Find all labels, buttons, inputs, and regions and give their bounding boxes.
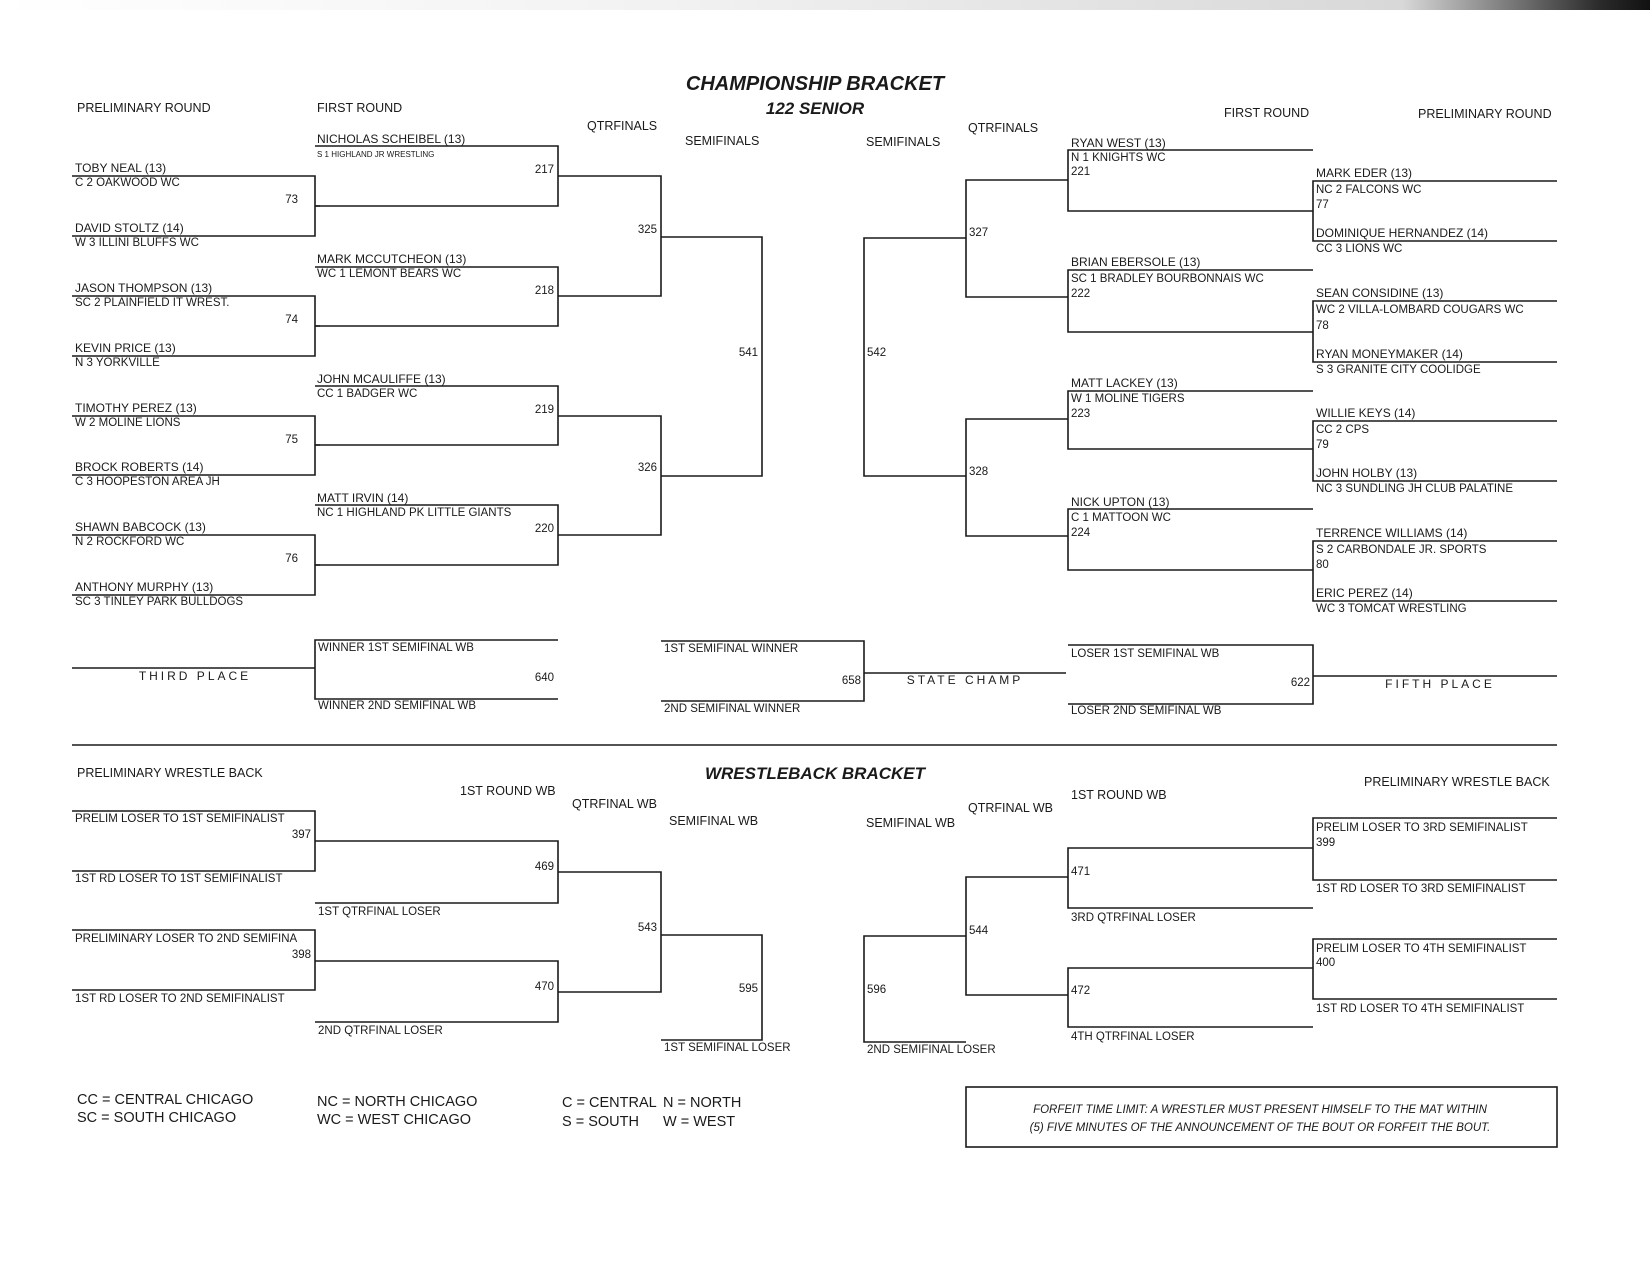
- wrestler-name: NICHOLAS SCHEIBEL (13): [317, 132, 466, 146]
- wrestler-team: NC 3 SUNDLING JH CLUB PALATINE: [1316, 483, 1514, 495]
- wb-slot: 1ST RD LOSER TO 4TH SEMIFINALIST: [1316, 1003, 1525, 1015]
- bout-number: 399: [1316, 837, 1336, 849]
- key-nc: NC = NORTH CHICAGO: [317, 1094, 478, 1110]
- left-quarterfinals: [558, 176, 661, 535]
- wrestler-team: CC 2 CPS: [1316, 424, 1370, 436]
- wrestler-team: N 2 ROCKFORD WC: [75, 536, 185, 548]
- wrestler-name: RYAN WEST (13): [1071, 136, 1166, 150]
- bout-number: 220: [534, 523, 554, 535]
- bout-number: 221: [1071, 166, 1091, 178]
- fifth-place-top-slot: LOSER 1ST SEMIFINAL WB: [1071, 648, 1220, 660]
- header-pwb-left: PRELIMINARY WRESTLE BACK: [77, 766, 263, 780]
- weight-class-subtitle: 122 SENIOR: [765, 99, 865, 118]
- wrestler-name: ANTHONY MURPHY (13): [75, 580, 214, 594]
- left-prelim-round: [72, 161, 320, 608]
- forfeit-line-2: (5) FIVE MINUTES OF THE ANNOUNCEMENT OF THE BOUT OR FORFEIT THE BOUT.: [1029, 1122, 1491, 1134]
- wb-qtr-loser: 1ST QTRFINAL LOSER: [318, 906, 441, 918]
- bout-number: 327: [969, 227, 989, 239]
- bout-number: 622: [1290, 677, 1310, 689]
- bout-number: 471: [1071, 866, 1091, 878]
- bout-number: 469: [534, 861, 554, 873]
- header-swb-left: SEMIFINAL WB: [669, 814, 759, 828]
- bout-number: 541: [738, 347, 758, 359]
- wrestler-team: SC 3 TINLEY PARK BULLDOGS: [75, 596, 244, 608]
- wrestler-team: WC 2 VILLA-LOMBARD COUGARS WC: [1316, 304, 1524, 316]
- bout-number: 224: [1071, 527, 1091, 539]
- header-qwb-right: QTRFINAL WB: [968, 801, 1053, 815]
- wrestleback-right: [864, 818, 1557, 1056]
- header-semi-right: SEMIFINALS: [866, 135, 941, 149]
- bout-number: 658: [841, 675, 861, 687]
- wb-slot: 1ST RD LOSER TO 2ND SEMIFINALIST: [75, 993, 285, 1005]
- bout-number: 77: [1316, 199, 1329, 211]
- wrestleback-title: WRESTLEBACK BRACKET: [704, 764, 926, 783]
- wb-qtr-loser: 4TH QTRFINAL LOSER: [1071, 1031, 1195, 1043]
- third-place-label: THIRD PLACE: [138, 669, 252, 683]
- bout-number: 543: [637, 922, 657, 934]
- bout-number: 544: [969, 925, 989, 937]
- wrestler-name: WILLIE KEYS (14): [1316, 406, 1416, 420]
- key-sc: SC = SOUTH CHICAGO: [77, 1110, 237, 1126]
- third-place-top-slot: WINNER 1ST SEMIFINAL WB: [318, 642, 474, 654]
- wrestler-name: SEAN CONSIDINE (13): [1316, 286, 1444, 300]
- wb-slot: PRELIM LOSER TO 4TH SEMIFINALIST: [1316, 943, 1527, 955]
- wrestler-name: DAVID STOLTZ (14): [75, 221, 184, 235]
- wrestler-name: NICK UPTON (13): [1071, 495, 1170, 509]
- header-prelim-right: PRELIMINARY ROUND: [1418, 107, 1552, 121]
- wrestler-team: C 3 HOOPESTON AREA JH: [75, 476, 220, 488]
- bout-number: 217: [534, 164, 554, 176]
- bout-number: 218: [534, 285, 554, 297]
- bout-number: 542: [867, 347, 887, 359]
- wrestler-name: ERIC PEREZ (14): [1316, 586, 1413, 600]
- bout-number: 78: [1316, 320, 1329, 332]
- right-quarterfinals: [966, 180, 1068, 536]
- bout-number: 397: [291, 829, 311, 841]
- bout-number: 222: [1071, 288, 1091, 300]
- bout-number: 640: [534, 672, 554, 684]
- key-s: S = SOUTH: [562, 1114, 639, 1130]
- wb-slot: 1ST RD LOSER TO 3RD SEMIFINALIST: [1316, 883, 1526, 895]
- wb-slot: 1ST RD LOSER TO 1ST SEMIFINALIST: [75, 873, 283, 885]
- wrestler-team: NC 1 HIGHLAND PK LITTLE GIANTS: [317, 507, 512, 519]
- header-swb-right: SEMIFINAL WB: [866, 816, 956, 830]
- champ-bottom-slot: 2ND SEMIFINAL WINNER: [664, 703, 801, 715]
- wrestler-name: MARK MCCUTCHEON (13): [317, 252, 467, 266]
- wb-semi-loser: 1ST SEMIFINAL LOSER: [664, 1042, 791, 1054]
- header-r1wb-right: 1ST ROUND WB: [1071, 788, 1167, 802]
- bout-number: 472: [1071, 985, 1091, 997]
- header-first-right: FIRST ROUND: [1224, 106, 1310, 120]
- wrestler-name: BROCK ROBERTS (14): [75, 460, 204, 474]
- bout-number: 596: [867, 984, 887, 996]
- bout-number: 73: [285, 194, 298, 206]
- header-first-left: FIRST ROUND: [317, 101, 403, 115]
- bout-number: 326: [637, 462, 657, 474]
- bout-number: 79: [1316, 439, 1329, 451]
- bout-number: 595: [738, 983, 758, 995]
- state-champ-label: STATE CHAMP: [906, 673, 1024, 687]
- wrestler-team: SC 1 BRADLEY BOURBONNAIS WC: [1071, 273, 1264, 285]
- fifth-place-bottom-slot: LOSER 2ND SEMIFINAL WB: [1071, 705, 1222, 717]
- key-w: W = WEST: [663, 1114, 736, 1130]
- bout-number: 76: [285, 553, 298, 565]
- wrestler-team: N 3 YORKVILLE: [75, 357, 160, 369]
- wrestler-name: MATT LACKEY (13): [1071, 376, 1178, 390]
- wrestler-team: WC 1 LEMONT BEARS WC: [317, 268, 462, 280]
- wrestler-name: DOMINIQUE HERNANDEZ (14): [1316, 226, 1489, 240]
- wrestler-team: W 1 MOLINE TIGERS: [1071, 393, 1185, 405]
- wrestler-name: TERRENCE WILLIAMS (14): [1316, 526, 1468, 540]
- wrestler-team: C 2 OAKWOOD WC: [75, 177, 180, 189]
- wb-slot: PRELIMINARY LOSER TO 2ND SEMIFINA: [75, 933, 298, 945]
- wb-qtr-loser: 2ND QTRFINAL LOSER: [318, 1025, 443, 1037]
- placement-matches: [72, 640, 1557, 717]
- header-qtr-right: QTRFINALS: [968, 121, 1039, 135]
- wb-semi-loser: 2ND SEMIFINAL LOSER: [867, 1044, 996, 1056]
- bout-number: 80: [1316, 559, 1329, 571]
- header-qtr-left: QTRFINALS: [587, 119, 658, 133]
- wrestler-team: C 1 MATTOON WC: [1071, 512, 1171, 524]
- forfeit-box: [966, 1087, 1557, 1147]
- wb-slot: PRELIM LOSER TO 1ST SEMIFINALIST: [75, 813, 285, 825]
- wrestler-name: MARK EDER (13): [1316, 166, 1413, 180]
- wrestler-team: SC 2 PLAINFIELD IT WREST.: [75, 297, 230, 309]
- header-qwb-left: QTRFINAL WB: [572, 797, 657, 811]
- header-prelim-left: PRELIMINARY ROUND: [77, 101, 211, 115]
- forfeit-notice: [966, 1087, 1557, 1147]
- bracket-lines-wb-left: [72, 811, 762, 1040]
- region-key: [77, 1092, 741, 1130]
- wrestler-name: TIMOTHY PEREZ (13): [75, 401, 197, 415]
- semifinals: [661, 237, 966, 476]
- third-place-bottom-slot: WINNER 2ND SEMIFINAL WB: [318, 700, 477, 712]
- left-first-round: [315, 132, 558, 565]
- bout-number: 75: [285, 434, 298, 446]
- bout-number: 325: [637, 224, 657, 236]
- bout-number: 328: [969, 466, 989, 478]
- bout-number: 400: [1316, 957, 1336, 969]
- wrestleback-left: [72, 811, 791, 1054]
- bout-number: 74: [285, 314, 298, 326]
- forfeit-line-1: FORFEIT TIME LIMIT: A WRESTLER MUST PRESENT HIMSELF TO THE MAT WITHIN: [1033, 1104, 1487, 1116]
- key-wc: WC = WEST CHICAGO: [317, 1112, 472, 1128]
- wrestler-team: NC 2 FALCONS WC: [1316, 184, 1422, 196]
- bout-number: 223: [1071, 408, 1091, 420]
- wrestler-name: BRIAN EBERSOLE (13): [1071, 255, 1201, 269]
- bracket-lines-placements: [72, 640, 1557, 704]
- bout-number: 470: [534, 981, 554, 993]
- wrestler-team: WC 3 TOMCAT WRESTLING: [1316, 603, 1467, 615]
- wrestler-team: S 3 GRANITE CITY COOLIDGE: [1316, 364, 1481, 376]
- key-n: N = NORTH: [663, 1095, 742, 1111]
- wrestler-name: SHAWN BABCOCK (13): [75, 520, 206, 534]
- wrestler-team: CC 1 BADGER WC: [317, 388, 418, 400]
- wrestler-team: W 2 MOLINE LIONS: [75, 417, 181, 429]
- wrestler-name: TOBY NEAL (13): [75, 161, 167, 175]
- right-prelim-round: [1313, 166, 1557, 615]
- header-pwb-right: PRELIMINARY WRESTLE BACK: [1364, 775, 1550, 789]
- wrestler-name: JOHN MCAULIFFE (13): [317, 372, 446, 386]
- wrestler-name: MATT IRVIN (14): [317, 491, 409, 505]
- wrestler-team: CC 3 LIONS WC: [1316, 243, 1403, 255]
- champ-top-slot: 1ST SEMIFINAL WINNER: [664, 643, 799, 655]
- fifth-place-label: FIFTH PLACE: [1385, 677, 1495, 691]
- wb-slot: PRELIM LOSER TO 3RD SEMIFINALIST: [1316, 822, 1528, 834]
- wrestler-team: N 1 KNIGHTS WC: [1071, 152, 1166, 164]
- header-r1wb-left: 1ST ROUND WB: [460, 784, 556, 798]
- header-semi-left: SEMIFINALS: [685, 134, 760, 148]
- bracket-lines-semis: [661, 237, 966, 476]
- wrestler-team: W 3 ILLINI BLUFFS WC: [75, 237, 199, 249]
- key-c: C = CENTRAL: [562, 1095, 657, 1111]
- right-first-round: [1068, 136, 1313, 570]
- bout-number: 398: [291, 949, 311, 961]
- wrestler-name: JASON THOMPSON (13): [75, 281, 213, 295]
- key-cc: CC = CENTRAL CHICAGO: [77, 1092, 254, 1108]
- wb-qtr-loser: 3RD QTRFINAL LOSER: [1071, 912, 1196, 924]
- bout-number: 219: [534, 404, 554, 416]
- wrestler-name: KEVIN PRICE (13): [75, 341, 176, 355]
- wrestler-name: RYAN MONEYMAKER (14): [1316, 347, 1463, 361]
- wrestler-name: JOHN HOLBY (13): [1316, 466, 1418, 480]
- page-title: CHAMPIONSHIP BRACKET: [685, 73, 945, 95]
- wrestler-team: S 2 CARBONDALE JR. SPORTS: [1316, 544, 1487, 556]
- wrestler-team: S 1 HIGHLAND JR WRESTLING: [317, 150, 435, 159]
